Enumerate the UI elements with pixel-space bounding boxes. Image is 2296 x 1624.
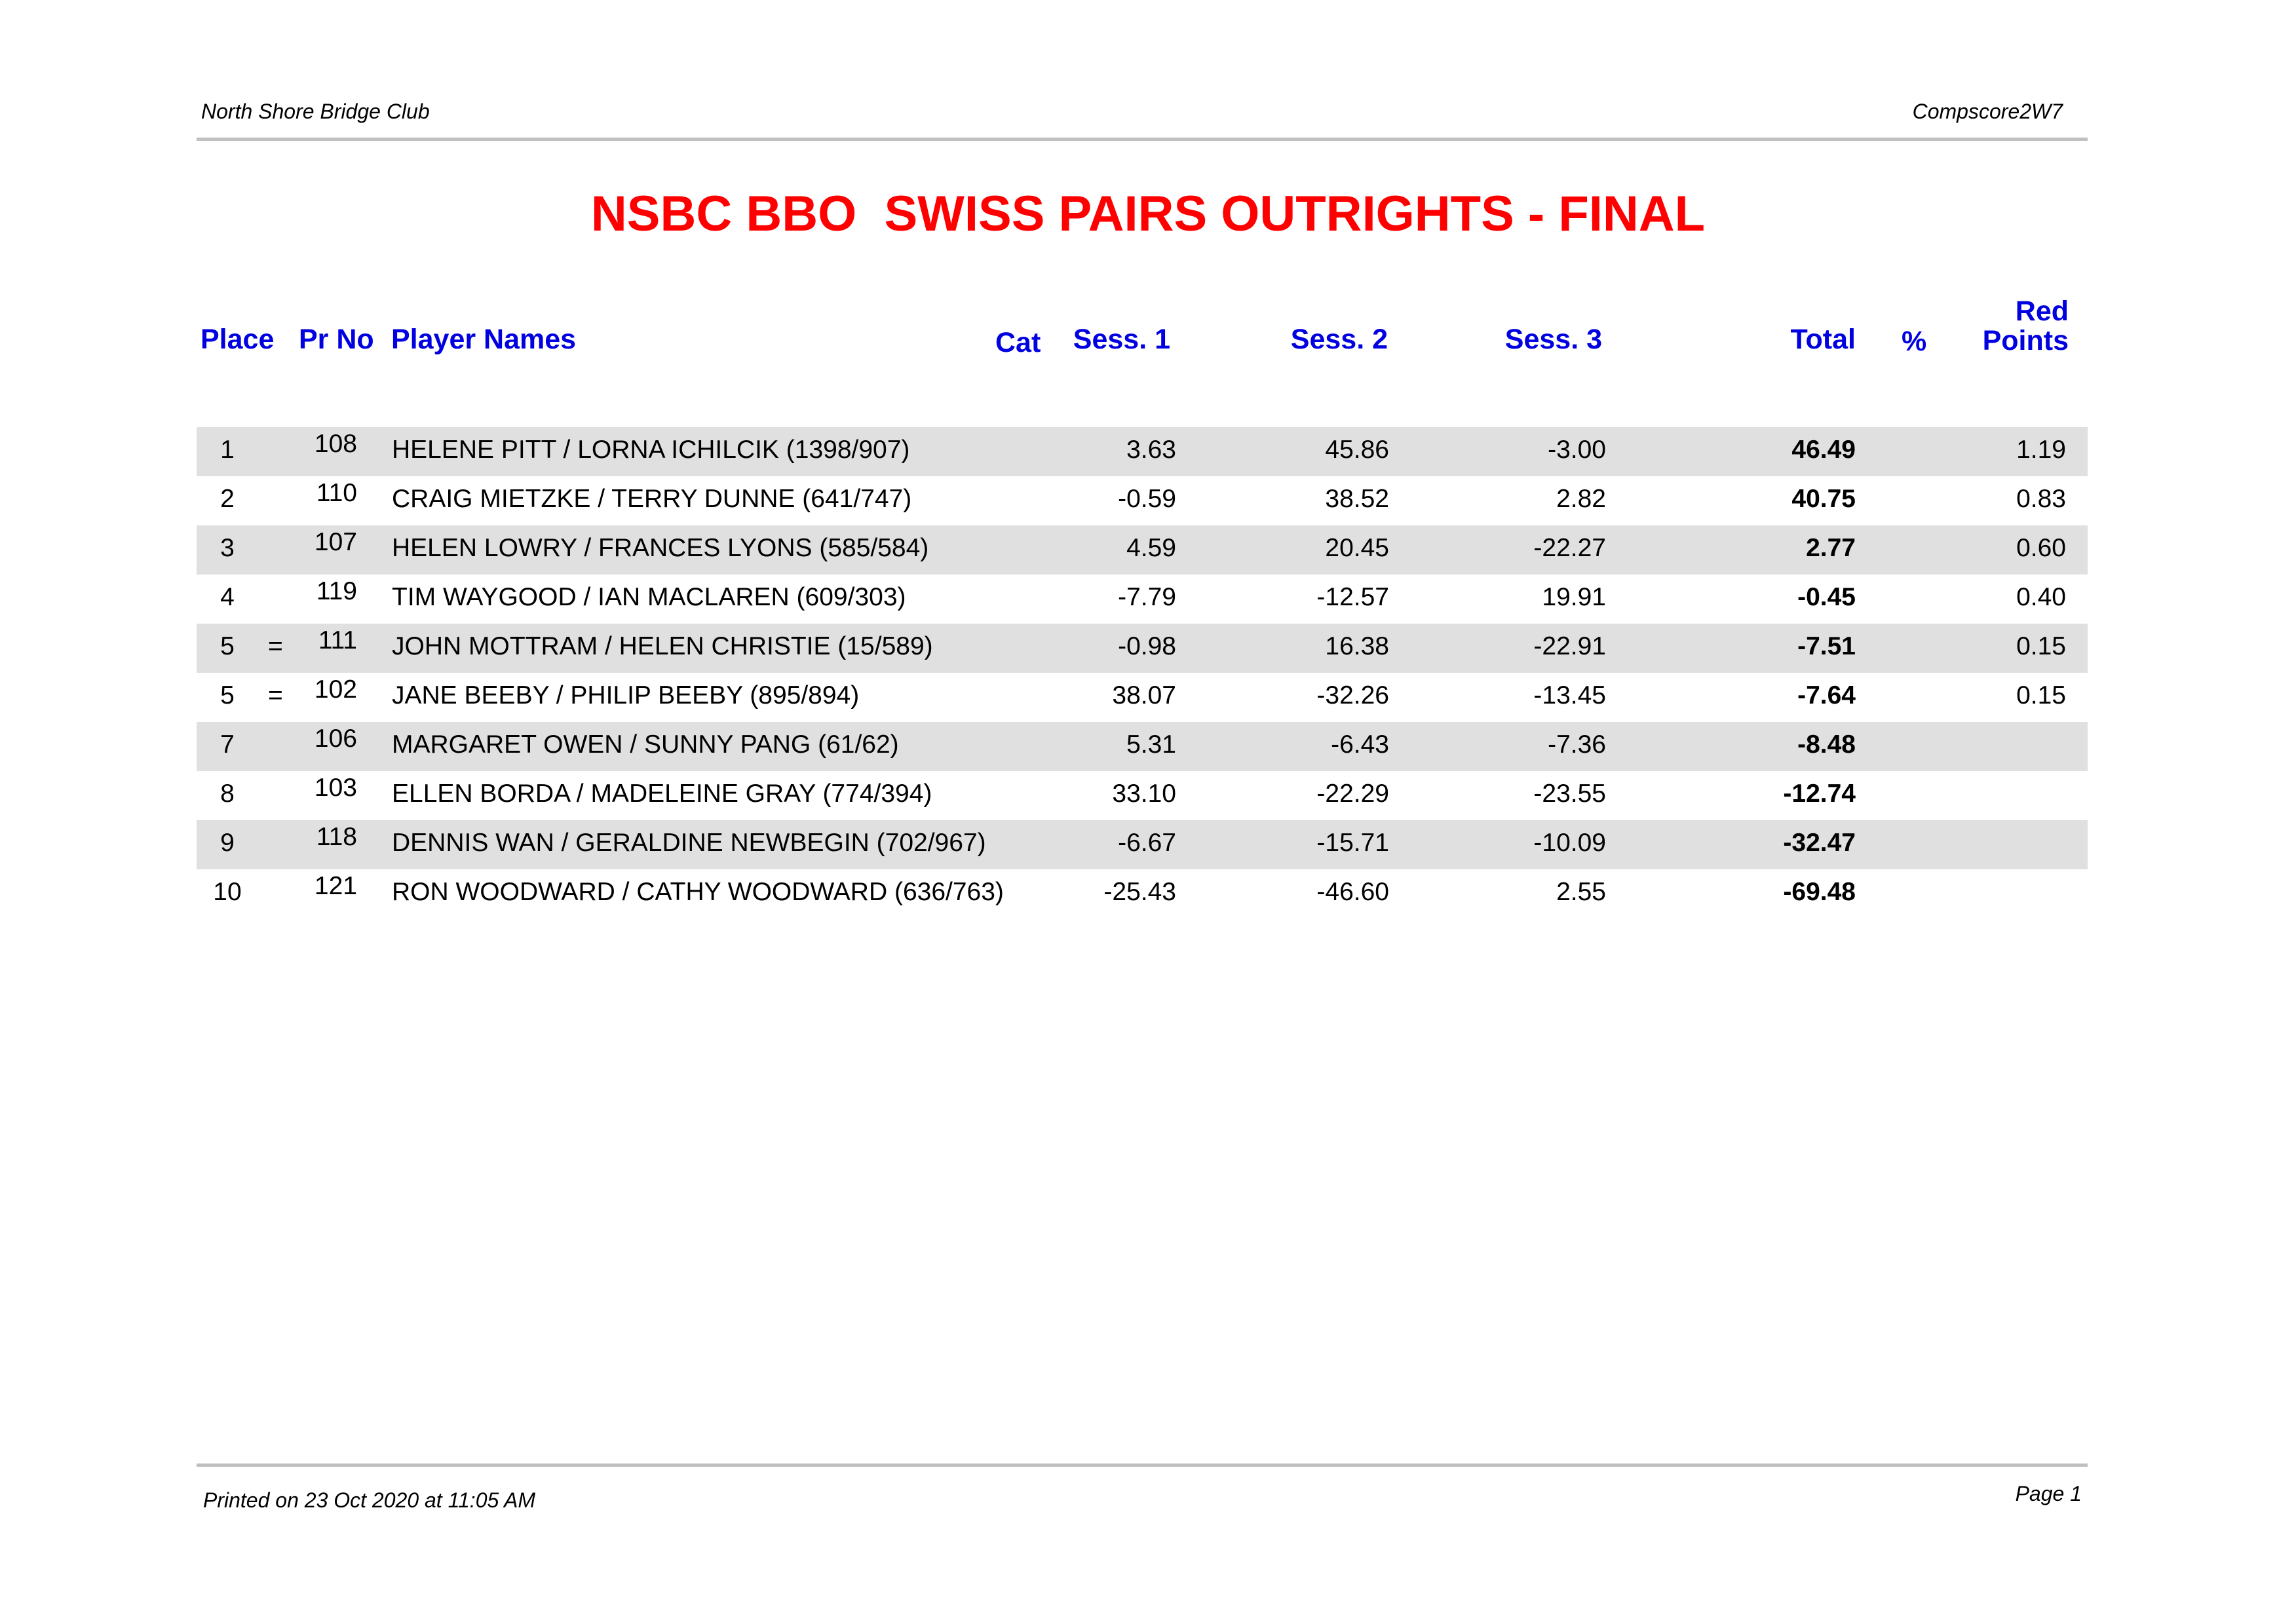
- table-row: [197, 575, 2088, 624]
- header-player-names: Player Names: [391, 324, 577, 355]
- table-row: [197, 525, 2088, 575]
- header-red-points-line2: Points: [1982, 325, 2069, 356]
- sess-1: -25.43: [1103, 878, 1176, 906]
- header-red-points-line1: Red: [2015, 295, 2069, 327]
- table-row: [197, 673, 2088, 722]
- sess-3: 19.91: [1542, 583, 1606, 611]
- pair-no: 111: [318, 626, 357, 654]
- header-place: Place: [201, 324, 275, 355]
- sess-2: 45.86: [1325, 436, 1389, 464]
- sess-1: 5.31: [1126, 730, 1176, 759]
- player-names: HELENE PITT / LORNA ICHILCIK (1398/907): [392, 436, 910, 464]
- place: 5: [220, 632, 235, 660]
- total: -7.64: [1797, 681, 1856, 709]
- player-names: MARGARET OWEN / SUNNY PANG (61/62): [392, 730, 899, 759]
- tie-marker: =: [268, 681, 283, 709]
- sess-3: -22.27: [1533, 534, 1606, 562]
- total: -8.48: [1797, 730, 1856, 759]
- header-sess-2: Sess. 2: [1290, 324, 1388, 355]
- sess-1: 38.07: [1112, 681, 1176, 709]
- place: 7: [220, 730, 235, 759]
- sess-2: -32.26: [1316, 681, 1389, 709]
- total: -0.45: [1797, 583, 1856, 611]
- place: 9: [220, 829, 235, 857]
- header-sess-1: Sess. 1: [1073, 324, 1170, 355]
- header-cat: Cat: [995, 327, 1041, 358]
- sess-1: -0.98: [1118, 632, 1176, 660]
- red-points: 0.83: [2016, 485, 2066, 513]
- program-name: Compscore2W7: [1912, 100, 2063, 123]
- player-names: TIM WAYGOOD / IAN MACLAREN (609/303): [392, 583, 906, 611]
- total: 46.49: [1791, 436, 1856, 464]
- sess-2: -6.43: [1331, 730, 1389, 759]
- header-total: Total: [1790, 324, 1856, 355]
- place: 8: [220, 780, 235, 808]
- pair-no: 118: [316, 823, 357, 851]
- total: -12.74: [1783, 780, 1856, 808]
- sess-2: -12.57: [1316, 583, 1389, 611]
- pair-no: 108: [314, 430, 357, 458]
- table-row: [197, 624, 2088, 673]
- player-names: ELLEN BORDA / MADELEINE GRAY (774/394): [392, 780, 932, 808]
- red-points: 0.15: [2016, 632, 2066, 660]
- player-names: JANE BEEBY / PHILIP BEEBY (895/894): [392, 681, 860, 709]
- player-names: CRAIG MIETZKE / TERRY DUNNE (641/747): [392, 485, 912, 513]
- total: -7.51: [1797, 632, 1856, 660]
- club-name: North Shore Bridge Club: [201, 100, 430, 123]
- table-row: [197, 722, 2088, 771]
- sess-3: -23.55: [1533, 780, 1606, 808]
- total: 2.77: [1806, 534, 1856, 562]
- pair-no: 106: [314, 725, 357, 753]
- sess-1: 33.10: [1112, 780, 1176, 808]
- pair-no: 102: [314, 675, 357, 704]
- sess-3: -13.45: [1533, 681, 1606, 709]
- sess-3: -7.36: [1548, 730, 1606, 759]
- page-title: NSBC BBO SWISS PAIRS OUTRIGHTS - FINAL: [590, 186, 1706, 242]
- header-percent: %: [1902, 326, 1927, 357]
- player-names: HELEN LOWRY / FRANCES LYONS (585/584): [392, 534, 929, 562]
- sess-2: 38.52: [1325, 485, 1389, 513]
- place: 5: [220, 681, 235, 709]
- header-pair-no: Pr No: [299, 324, 374, 355]
- sess-1: -7.79: [1118, 583, 1176, 611]
- sess-1: -6.67: [1118, 829, 1176, 857]
- place: 4: [220, 583, 235, 611]
- player-names: DENNIS WAN / GERALDINE NEWBEGIN (702/967): [392, 829, 986, 857]
- total: -32.47: [1783, 829, 1856, 857]
- sess-3: 2.55: [1556, 878, 1606, 906]
- place: 10: [213, 878, 242, 906]
- table-row: [197, 427, 2088, 476]
- sess-1: 4.59: [1126, 534, 1176, 562]
- pair-no: 121: [314, 872, 357, 900]
- place: 2: [220, 485, 235, 513]
- sess-2: 16.38: [1325, 632, 1389, 660]
- pair-no: 103: [314, 774, 357, 802]
- sess-3: 2.82: [1556, 485, 1606, 513]
- sess-2: 20.45: [1325, 534, 1389, 562]
- footer-rule: [197, 1463, 2088, 1467]
- table-row: [197, 476, 2088, 525]
- sess-3: -3.00: [1548, 436, 1606, 464]
- sess-1: -0.59: [1118, 485, 1176, 513]
- player-names: JOHN MOTTRAM / HELEN CHRISTIE (15/589): [392, 632, 933, 660]
- red-points: 0.60: [2016, 534, 2066, 562]
- total: -69.48: [1783, 878, 1856, 906]
- pair-no: 119: [316, 577, 357, 605]
- sess-2: -46.60: [1316, 878, 1389, 906]
- table-row: [197, 869, 2088, 918]
- table-row: [197, 820, 2088, 869]
- red-points: 0.40: [2016, 583, 2066, 611]
- red-points: 0.15: [2016, 681, 2066, 709]
- sess-3: -22.91: [1533, 632, 1606, 660]
- sess-1: 3.63: [1126, 436, 1176, 464]
- place: 3: [220, 534, 235, 562]
- player-names: RON WOODWARD / CATHY WOODWARD (636/763): [392, 878, 1004, 906]
- header-sess-3: Sess. 3: [1504, 324, 1602, 355]
- tie-marker: =: [268, 632, 283, 660]
- red-points: 1.19: [2016, 436, 2066, 464]
- pair-no: 107: [314, 528, 357, 556]
- header-rule: [197, 138, 2088, 141]
- sess-2: -15.71: [1316, 829, 1389, 857]
- total: 40.75: [1791, 485, 1856, 513]
- pair-no: 110: [316, 479, 357, 507]
- page-number: Page 1: [2015, 1482, 2082, 1505]
- sess-3: -10.09: [1533, 829, 1606, 857]
- sess-2: -22.29: [1316, 780, 1389, 808]
- place: 1: [220, 436, 235, 464]
- printed-timestamp: Printed on 23 Oct 2020 at 11:05 AM: [203, 1488, 535, 1512]
- table-row: [197, 771, 2088, 820]
